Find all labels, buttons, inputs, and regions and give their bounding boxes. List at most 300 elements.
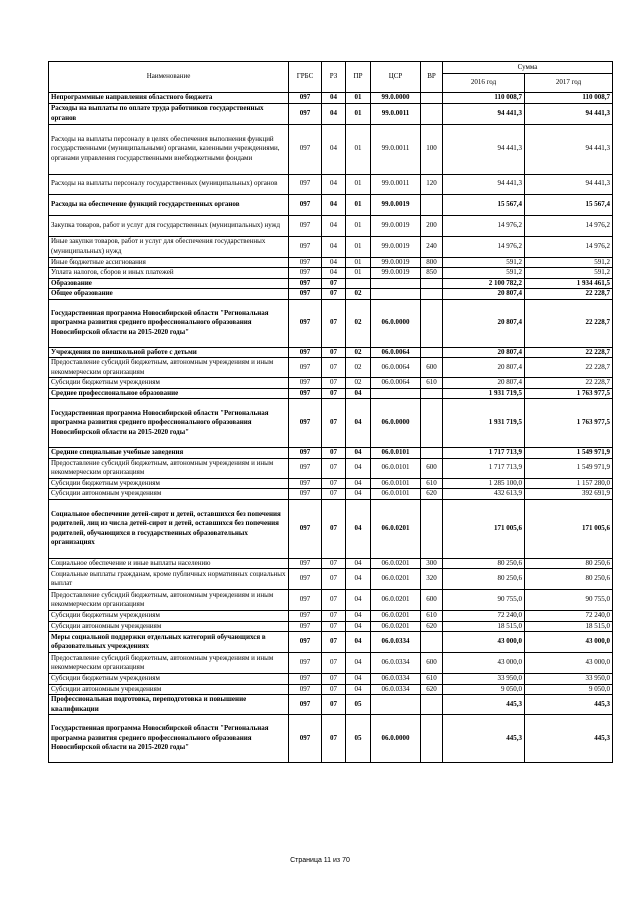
row-grbs: 097 — [289, 684, 322, 695]
header-vr: ВР — [421, 62, 443, 93]
row-rz: 04 — [322, 215, 346, 236]
row-2017: 22 228,7 — [525, 358, 613, 378]
row-csr — [371, 388, 421, 399]
row-pr: 04 — [346, 611, 371, 622]
row-csr: 99.0.0011 — [371, 103, 421, 124]
header-2016: 2016 год — [443, 74, 525, 93]
row-2017: 94 441,3 — [525, 103, 613, 124]
table-row — [49, 124, 613, 174]
row-2016: 94 441,3 — [443, 103, 525, 124]
row-2017: 14 976,2 — [525, 236, 613, 257]
row-2017: 72 240,0 — [525, 611, 613, 622]
row-2016: 445,3 — [443, 715, 525, 763]
row-2016: 20 807,4 — [443, 289, 525, 300]
row-2017: 1 549 971,9 — [525, 448, 613, 459]
table-row — [49, 558, 613, 569]
table-row — [49, 653, 613, 674]
table-row — [49, 236, 613, 257]
row-2016: 20 807,4 — [443, 378, 525, 389]
row-2016: 591,2 — [443, 268, 525, 279]
row-csr: 06.0.0101 — [371, 448, 421, 459]
page-number: Страница 11 из 70 — [290, 857, 350, 864]
row-vr: 610 — [421, 378, 443, 389]
row-name: Расходы на обеспечение функций государственных органов — [49, 194, 289, 215]
row-2016: 171 005,6 — [443, 499, 525, 558]
row-rz: 07 — [322, 347, 346, 358]
table-row — [49, 289, 613, 300]
row-2017: 22 228,7 — [525, 299, 613, 347]
row-name: Средние специальные учебные заведения — [49, 448, 289, 459]
row-name: Предоставление субсидий бюджетным, автономным учреждениям и иным некоммерческим организациям — [49, 458, 289, 478]
row-csr: 99.0.0019 — [371, 268, 421, 279]
row-csr: 99.0.0019 — [371, 215, 421, 236]
table-row — [49, 93, 613, 104]
row-pr: 05 — [346, 695, 371, 715]
row-2017: 33 950,0 — [525, 674, 613, 685]
row-2016: 72 240,0 — [443, 611, 525, 622]
row-pr: 01 — [346, 257, 371, 268]
row-2016: 1 931 719,5 — [443, 399, 525, 448]
table-row — [49, 489, 613, 500]
row-name: Субсидии автономным учреждениям — [49, 489, 289, 500]
row-grbs: 097 — [289, 289, 322, 300]
row-grbs: 097 — [289, 399, 322, 448]
row-rz: 07 — [322, 674, 346, 685]
row-csr: 06.0.0201 — [371, 590, 421, 611]
row-grbs: 097 — [289, 388, 322, 399]
table-row — [49, 257, 613, 268]
row-2016: 591,2 — [443, 257, 525, 268]
row-pr: 02 — [346, 358, 371, 378]
row-2017: 80 250,6 — [525, 569, 613, 590]
row-grbs: 097 — [289, 124, 322, 174]
row-grbs: 097 — [289, 590, 322, 611]
row-vr: 610 — [421, 478, 443, 489]
row-2017: 43 000,0 — [525, 632, 613, 653]
header-grbs: ГРБС — [289, 62, 322, 93]
row-2016: 14 976,2 — [443, 236, 525, 257]
row-pr — [346, 278, 371, 289]
row-pr: 04 — [346, 590, 371, 611]
row-grbs: 097 — [289, 93, 322, 104]
row-grbs: 097 — [289, 695, 322, 715]
row-2016: 1 717 713,9 — [443, 448, 525, 459]
row-grbs: 097 — [289, 378, 322, 389]
row-pr: 01 — [346, 174, 371, 194]
row-rz: 04 — [322, 236, 346, 257]
row-2017: 171 005,6 — [525, 499, 613, 558]
row-vr: 600 — [421, 358, 443, 378]
row-2017: 1 549 971,9 — [525, 458, 613, 478]
row-2016: 9 050,0 — [443, 684, 525, 695]
row-pr: 01 — [346, 215, 371, 236]
row-name: Субсидии бюджетным учреждениям — [49, 611, 289, 622]
row-vr: 610 — [421, 611, 443, 622]
row-pr: 04 — [346, 558, 371, 569]
table-row — [49, 388, 613, 399]
row-pr: 04 — [346, 478, 371, 489]
row-rz: 07 — [322, 399, 346, 448]
row-name: Расходы на выплаты персоналу в целях обеспечения выполнения функций государственными (муниципальными) органами, казенными учреждениями, органами управления государственными внебюджетными фондами — [49, 124, 289, 174]
row-rz: 07 — [322, 299, 346, 347]
row-pr: 04 — [346, 489, 371, 500]
header-sum: Сумма — [443, 62, 613, 74]
table-row — [49, 674, 613, 685]
row-2016: 80 250,6 — [443, 558, 525, 569]
table-row — [49, 715, 613, 763]
row-grbs: 097 — [289, 674, 322, 685]
row-name: Субсидии бюджетным учреждениям — [49, 478, 289, 489]
row-csr: 06.0.0064 — [371, 378, 421, 389]
table-row — [49, 478, 613, 489]
row-2017: 591,2 — [525, 268, 613, 279]
row-grbs: 097 — [289, 347, 322, 358]
row-csr: 06.0.0334 — [371, 684, 421, 695]
row-rz: 07 — [322, 621, 346, 632]
row-vr: 120 — [421, 174, 443, 194]
row-pr: 04 — [346, 632, 371, 653]
table-row — [49, 103, 613, 124]
row-grbs: 097 — [289, 358, 322, 378]
row-rz: 07 — [322, 378, 346, 389]
row-2016: 20 807,4 — [443, 347, 525, 358]
row-rz: 07 — [322, 632, 346, 653]
row-2017: 1 763 977,5 — [525, 399, 613, 448]
row-csr: 06.0.0334 — [371, 653, 421, 674]
row-2017: 392 691,9 — [525, 489, 613, 500]
row-csr: 99.0.0019 — [371, 194, 421, 215]
row-pr: 01 — [346, 93, 371, 104]
row-2016: 20 807,4 — [443, 299, 525, 347]
row-pr: 05 — [346, 715, 371, 763]
row-rz: 07 — [322, 558, 346, 569]
row-rz: 07 — [322, 289, 346, 300]
table-row — [49, 215, 613, 236]
row-name: Социальное обеспечение и иные выплаты населению — [49, 558, 289, 569]
row-vr — [421, 695, 443, 715]
row-grbs: 097 — [289, 215, 322, 236]
row-2017: 591,2 — [525, 257, 613, 268]
row-grbs: 097 — [289, 458, 322, 478]
row-pr: 04 — [346, 388, 371, 399]
row-2017: 1 934 461,5 — [525, 278, 613, 289]
table-row — [49, 278, 613, 289]
table-row — [49, 347, 613, 358]
row-grbs: 097 — [289, 257, 322, 268]
row-pr: 02 — [346, 378, 371, 389]
row-name: Иные закупки товаров, работ и услуг для обеспечения государственных (муниципальных) нужд — [49, 236, 289, 257]
row-rz: 07 — [322, 569, 346, 590]
table-row — [49, 684, 613, 695]
row-name: Социальное обеспечение детей-сирот и детей, оставшихся без попечения родителей, лиц из числа детей-сирот и детей, оставшихся без попечения родителей, обучающихся в государственных образовательных организациях — [49, 499, 289, 558]
row-csr: 06.0.0000 — [371, 715, 421, 763]
row-rz: 07 — [322, 611, 346, 622]
row-vr — [421, 299, 443, 347]
table-row — [49, 590, 613, 611]
row-2016: 15 567,4 — [443, 194, 525, 215]
row-vr: 620 — [421, 621, 443, 632]
table-row — [49, 569, 613, 590]
table-row — [49, 378, 613, 389]
row-2017: 15 567,4 — [525, 194, 613, 215]
row-name: Среднее профессиональное образование — [49, 388, 289, 399]
row-grbs: 097 — [289, 194, 322, 215]
row-2016: 43 000,0 — [443, 653, 525, 674]
row-csr: 06.0.0064 — [371, 347, 421, 358]
row-name: Учреждения по внешкольной работе с детьми — [49, 347, 289, 358]
row-pr: 02 — [346, 299, 371, 347]
row-csr: 99.0.0011 — [371, 124, 421, 174]
row-pr: 01 — [346, 103, 371, 124]
row-2016: 90 755,0 — [443, 590, 525, 611]
row-csr: 06.0.0101 — [371, 478, 421, 489]
row-vr — [421, 103, 443, 124]
row-pr: 04 — [346, 653, 371, 674]
row-csr: 06.0.0334 — [371, 632, 421, 653]
row-vr: 800 — [421, 257, 443, 268]
row-name: Предоставление субсидий бюджетным, автономным учреждениям и иным некоммерческим организациям — [49, 590, 289, 611]
row-csr — [371, 695, 421, 715]
row-csr: 06.0.0201 — [371, 569, 421, 590]
row-csr: 06.0.0064 — [371, 358, 421, 378]
row-2016: 94 441,3 — [443, 124, 525, 174]
row-vr — [421, 93, 443, 104]
row-2016: 1 285 100,0 — [443, 478, 525, 489]
row-rz: 04 — [322, 174, 346, 194]
row-name: Предоставление субсидий бюджетным, автономным учреждениям и иным некоммерческим организациям — [49, 358, 289, 378]
row-csr: 06.0.0101 — [371, 458, 421, 478]
row-grbs: 097 — [289, 621, 322, 632]
row-rz: 07 — [322, 695, 346, 715]
row-2017: 445,3 — [525, 715, 613, 763]
row-2017: 94 441,3 — [525, 124, 613, 174]
row-vr: 610 — [421, 674, 443, 685]
budget-table — [48, 61, 613, 763]
row-2017: 22 228,7 — [525, 347, 613, 358]
row-2017: 22 228,7 — [525, 289, 613, 300]
row-2017: 22 228,7 — [525, 378, 613, 389]
row-2017: 90 755,0 — [525, 590, 613, 611]
row-vr — [421, 632, 443, 653]
row-grbs: 097 — [289, 558, 322, 569]
row-vr — [421, 194, 443, 215]
row-vr: 200 — [421, 215, 443, 236]
row-name: Общее образование — [49, 289, 289, 300]
row-name: Субсидии бюджетным учреждениям — [49, 674, 289, 685]
row-grbs: 097 — [289, 278, 322, 289]
row-vr: 620 — [421, 489, 443, 500]
row-grbs: 097 — [289, 653, 322, 674]
row-2017: 18 515,0 — [525, 621, 613, 632]
row-csr: 99.0.0019 — [371, 257, 421, 268]
table-body — [49, 93, 613, 763]
row-vr — [421, 715, 443, 763]
header-2017: 2017 год — [525, 74, 613, 93]
row-2016: 43 000,0 — [443, 632, 525, 653]
row-name: Государственная программа Новосибирской области "Региональная программа развития среднего профессионального образования Новосибирской области на 2015-2020 годы" — [49, 715, 289, 763]
row-pr: 04 — [346, 399, 371, 448]
row-name: Расходы на выплаты персоналу государственных (муниципальных) органов — [49, 174, 289, 194]
row-rz: 04 — [322, 103, 346, 124]
row-2016: 432 613,9 — [443, 489, 525, 500]
header-name: Наименование — [49, 62, 289, 93]
row-name: Субсидии автономным учреждениям — [49, 621, 289, 632]
row-vr: 240 — [421, 236, 443, 257]
row-csr — [371, 278, 421, 289]
table-row — [49, 499, 613, 558]
row-csr: 06.0.0201 — [371, 611, 421, 622]
row-2016: 80 250,6 — [443, 569, 525, 590]
row-vr: 300 — [421, 558, 443, 569]
row-csr — [371, 289, 421, 300]
table-row — [49, 695, 613, 715]
row-name: Государственная программа Новосибирской области "Региональная программа развития среднего профессионального образования Новосибирской области на 2015-2020 годы" — [49, 399, 289, 448]
row-pr: 04 — [346, 684, 371, 695]
row-pr: 01 — [346, 268, 371, 279]
row-2017: 9 050,0 — [525, 684, 613, 695]
row-name: Социальные выплаты гражданам, кроме публичных нормативных социальных выплат — [49, 569, 289, 590]
row-rz: 07 — [322, 458, 346, 478]
row-csr: 06.0.0201 — [371, 499, 421, 558]
row-vr: 600 — [421, 590, 443, 611]
row-rz: 04 — [322, 93, 346, 104]
row-csr: 99.0.0011 — [371, 174, 421, 194]
table-row — [49, 194, 613, 215]
table-row — [49, 299, 613, 347]
row-2017: 43 000,0 — [525, 653, 613, 674]
row-rz: 07 — [322, 684, 346, 695]
row-vr — [421, 448, 443, 459]
row-grbs: 097 — [289, 236, 322, 257]
row-pr: 02 — [346, 347, 371, 358]
table-row — [49, 399, 613, 448]
row-grbs: 097 — [289, 499, 322, 558]
row-2017: 110 008,7 — [525, 93, 613, 104]
row-grbs: 097 — [289, 715, 322, 763]
row-2016: 1 717 713,9 — [443, 458, 525, 478]
row-2016: 18 515,0 — [443, 621, 525, 632]
row-pr: 01 — [346, 194, 371, 215]
row-name: Непрограммные направления областного бюджета — [49, 93, 289, 104]
row-2017: 94 441,3 — [525, 174, 613, 194]
row-vr — [421, 399, 443, 448]
row-pr: 04 — [346, 569, 371, 590]
row-vr — [421, 347, 443, 358]
row-name: Меры социальной поддержки отдельных категорий обучающихся в образовательных учреждениях — [49, 632, 289, 653]
row-grbs: 097 — [289, 268, 322, 279]
row-name: Закупка товаров, работ и услуг для государственных (муниципальных) нужд — [49, 215, 289, 236]
row-2017: 1 157 280,0 — [525, 478, 613, 489]
row-name: Образование — [49, 278, 289, 289]
row-rz: 07 — [322, 388, 346, 399]
row-name: Предоставление субсидий бюджетным, автономным учреждениям и иным некоммерческим организациям — [49, 653, 289, 674]
row-rz: 07 — [322, 489, 346, 500]
row-rz: 04 — [322, 268, 346, 279]
row-2017: 1 763 977,5 — [525, 388, 613, 399]
row-2016: 20 807,4 — [443, 358, 525, 378]
table-row — [49, 632, 613, 653]
row-grbs: 097 — [289, 611, 322, 622]
row-vr: 100 — [421, 124, 443, 174]
row-rz: 07 — [322, 653, 346, 674]
row-name: Субсидии автономным учреждениям — [49, 684, 289, 695]
row-name: Уплата налогов, сборов и иных платежей — [49, 268, 289, 279]
table-row — [49, 358, 613, 378]
row-grbs: 097 — [289, 489, 322, 500]
row-csr: 99.0.0000 — [371, 93, 421, 104]
row-pr: 01 — [346, 124, 371, 174]
header-csr: ЦСР — [371, 62, 421, 93]
row-2017: 445,3 — [525, 695, 613, 715]
row-rz: 07 — [322, 715, 346, 763]
row-2016: 2 100 782,2 — [443, 278, 525, 289]
row-vr: 600 — [421, 653, 443, 674]
header-rz: РЗ — [322, 62, 346, 93]
row-csr: 99.0.0019 — [371, 236, 421, 257]
row-vr — [421, 388, 443, 399]
row-2016: 445,3 — [443, 695, 525, 715]
row-name: Государственная программа Новосибирской области "Региональная программа развития среднего профессионального образования Новосибирской области на 2015-2020 годы" — [49, 299, 289, 347]
row-vr — [421, 289, 443, 300]
row-name: Профессиональная подготовка, переподготовка и повышение квалификации — [49, 695, 289, 715]
row-grbs: 097 — [289, 448, 322, 459]
row-pr: 04 — [346, 448, 371, 459]
row-rz: 07 — [322, 478, 346, 489]
row-rz: 04 — [322, 257, 346, 268]
row-name: Расходы на выплаты по оплате труда работников государственных органов — [49, 103, 289, 124]
row-vr: 600 — [421, 458, 443, 478]
row-2016: 110 008,7 — [443, 93, 525, 104]
row-rz: 04 — [322, 124, 346, 174]
row-vr: 320 — [421, 569, 443, 590]
row-pr: 04 — [346, 621, 371, 632]
table-row — [49, 611, 613, 622]
row-rz: 07 — [322, 448, 346, 459]
table-row — [49, 458, 613, 478]
table-row — [49, 448, 613, 459]
row-vr: 620 — [421, 684, 443, 695]
table-row — [49, 174, 613, 194]
row-2017: 80 250,6 — [525, 558, 613, 569]
row-2017: 14 976,2 — [525, 215, 613, 236]
table-row — [49, 268, 613, 279]
row-vr: 850 — [421, 268, 443, 279]
row-rz: 07 — [322, 499, 346, 558]
row-2016: 14 976,2 — [443, 215, 525, 236]
row-grbs: 097 — [289, 569, 322, 590]
row-csr: 06.0.0201 — [371, 558, 421, 569]
row-2016: 1 931 719,5 — [443, 388, 525, 399]
row-vr — [421, 278, 443, 289]
row-name: Субсидии бюджетным учреждениям — [49, 378, 289, 389]
row-csr: 06.0.0334 — [371, 674, 421, 685]
row-pr: 04 — [346, 458, 371, 478]
row-pr: 04 — [346, 499, 371, 558]
row-name: Иные бюджетные ассигнования — [49, 257, 289, 268]
row-2016: 33 950,0 — [443, 674, 525, 685]
row-csr: 06.0.0201 — [371, 621, 421, 632]
row-pr: 02 — [346, 289, 371, 300]
row-grbs: 097 — [289, 632, 322, 653]
row-pr: 04 — [346, 674, 371, 685]
row-2016: 94 441,3 — [443, 174, 525, 194]
table-row — [49, 621, 613, 632]
row-grbs: 097 — [289, 174, 322, 194]
header-pr: ПР — [346, 62, 371, 93]
row-grbs: 097 — [289, 103, 322, 124]
row-rz: 07 — [322, 358, 346, 378]
row-rz: 04 — [322, 194, 346, 215]
